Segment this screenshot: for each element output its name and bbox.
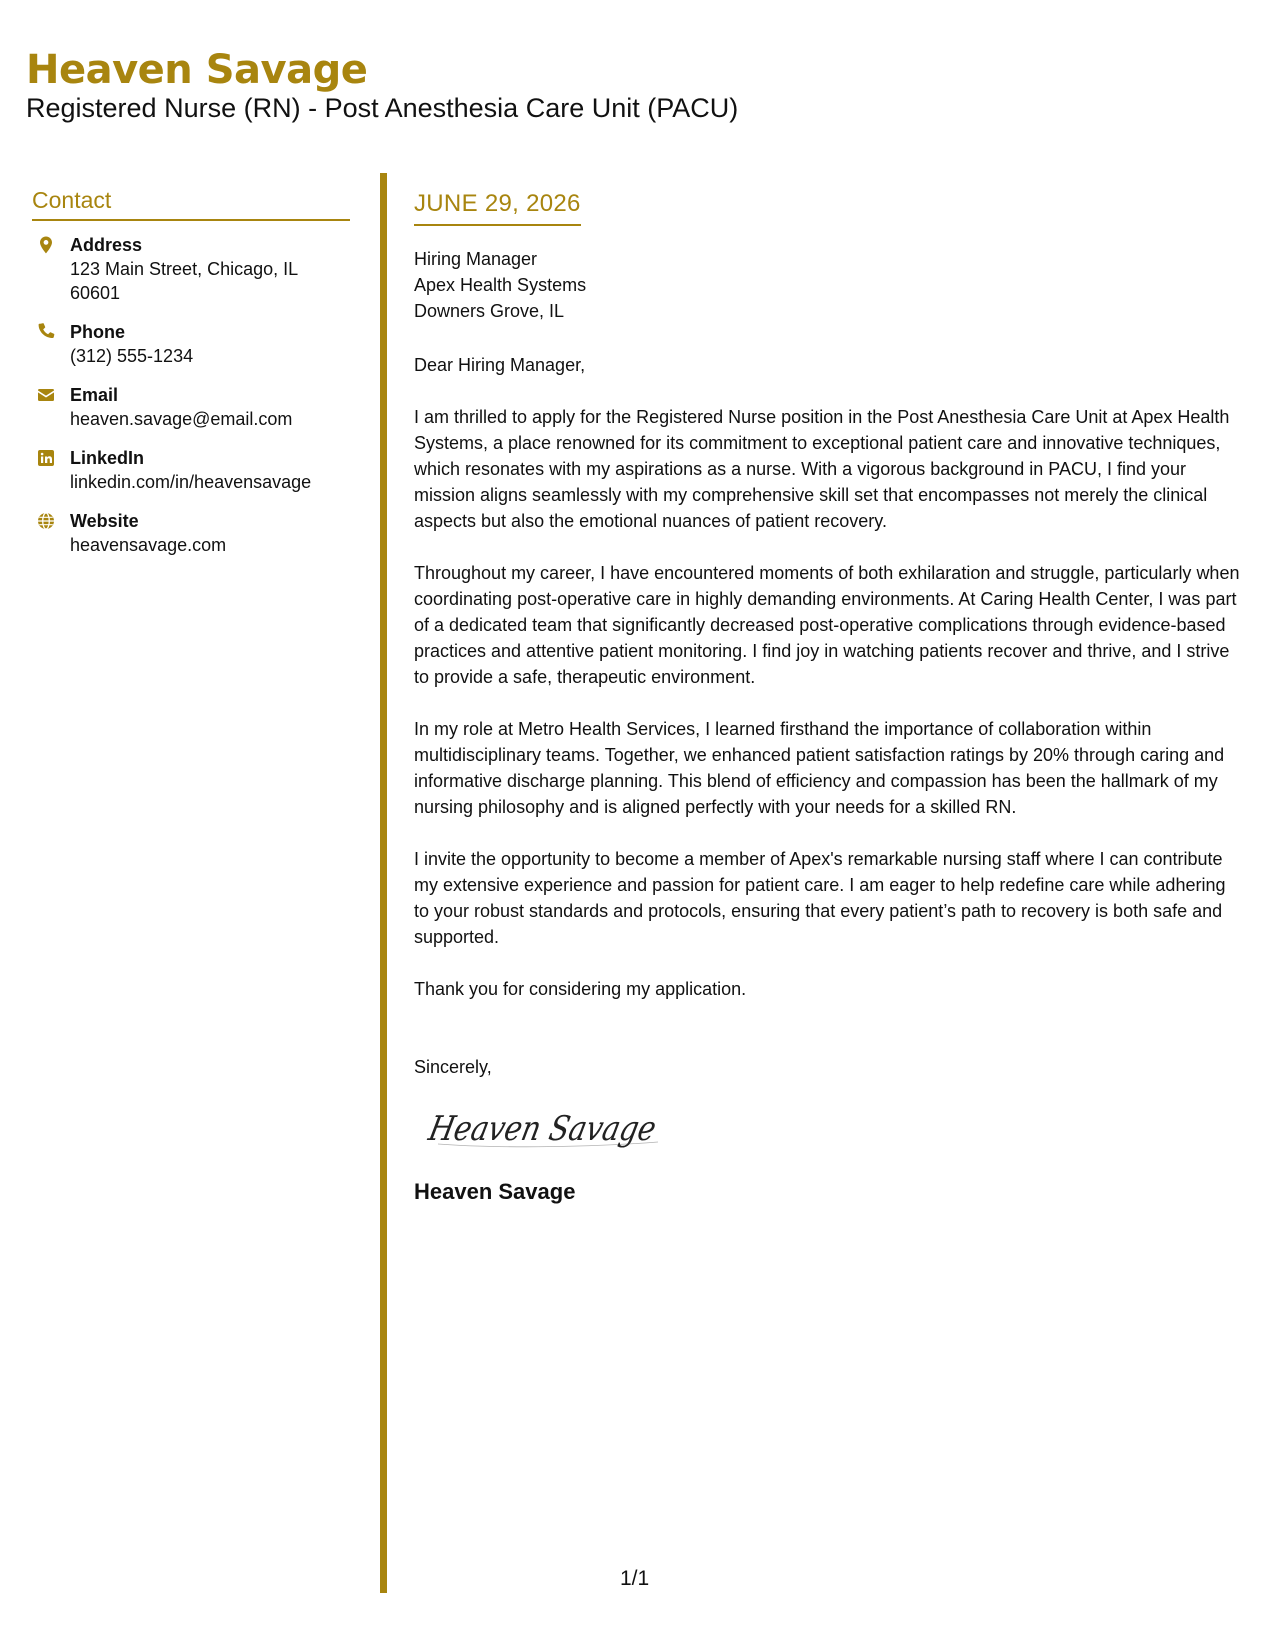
phone-icon xyxy=(36,322,56,342)
letter-date: JUNE 29, 2026 xyxy=(414,190,581,226)
contact-address xyxy=(32,233,350,305)
contact-sidebar xyxy=(32,187,350,572)
signed-name: Heaven Savage xyxy=(414,1179,576,1204)
job-title: Registered Nurse (RN) - Post Anesthesia Care Unit (PACU) xyxy=(26,93,739,123)
contact-label: Website xyxy=(70,511,139,531)
contact-heading: Contact xyxy=(32,187,350,221)
contact-value: heavensavage.com xyxy=(70,535,227,555)
envelope-icon xyxy=(36,385,56,405)
contact-label: Phone xyxy=(70,322,126,342)
recipient-line: Apex Health Systems xyxy=(414,275,587,295)
letter-paragraph: I invite the opportunity to become a member of Apex's remarkable nursing staff where I can contribute my extensive experience and passion for patient care. I am eager to help redefine care while adhering to your robust standards and protocols, ensuring that every patient’s path to recovery is both safe and supported. xyxy=(414,849,1226,947)
vertical-divider xyxy=(380,173,387,1593)
salutation: Dear Hiring Manager, xyxy=(414,355,586,375)
letter-paragraph: Throughout my career, I have encountered moments of both exhilaration and struggle, particularly when coordinating post-operative care in highly demanding environments. At Caring Health Center, I was part of a dedicated team that significantly decreased post-operative complications through evidence-based practices and attentive patient monitoring. I find joy in watching patients recover and thrive, and I strive to provide a safe, therapeutic environment. xyxy=(414,563,1240,687)
contact-linkedin xyxy=(32,446,350,494)
contact-label: Address xyxy=(70,235,143,255)
letter-paragraph: In my role at Metro Health Services, I learned firsthand the importance of collaboration within multidisciplinary teams. Together, we enhanced patient satisfaction ratings by 20% through caring and informative discharge planning. This blend of efficiency and compassion has been the hallmark of my nursing philosophy and is aligned perfectly with your needs for a skilled RN. xyxy=(414,719,1225,817)
svg-text:Heaven Savage: Heaven Savage xyxy=(425,1109,701,1149)
recipient-line: Hiring Manager xyxy=(414,249,538,269)
contact-website xyxy=(32,509,350,557)
closing: Sincerely, xyxy=(414,1057,492,1077)
contact-label: LinkedIn xyxy=(70,448,145,468)
handwritten-signature xyxy=(425,1098,701,1158)
letter-paragraph: I am thrilled to apply for the Registered Nurse position in the Post Anesthesia Care Unit at Apex Health Systems, a place renowned for its commitment to exceptional patient care and innovative techniques, which resonates with my aspirations as a nurse. With a vigorous background in PACU, I find your mission aligns seamlessly with my comprehensive skill set that encompasses not merely the clinical aspects but also the emotional nuances of patient recovery. xyxy=(414,407,1230,531)
linkedin-icon xyxy=(36,448,56,468)
recipient-block xyxy=(414,246,1244,324)
location-pin-icon xyxy=(36,235,56,255)
letter-header xyxy=(26,46,738,124)
page-number: 1/1 xyxy=(620,1567,650,1590)
contact-email xyxy=(32,383,350,431)
globe-icon xyxy=(36,511,56,531)
contact-phone xyxy=(32,320,350,368)
contact-value: heaven.savage@email.com xyxy=(70,409,293,429)
letter-paragraph: Thank you for considering my application. xyxy=(414,979,747,999)
letter-body xyxy=(414,190,1244,1205)
applicant-name: Heaven Savage xyxy=(26,47,368,93)
contact-value: (312) 555-1234 xyxy=(70,346,194,366)
recipient-line: Downers Grove, IL xyxy=(414,301,565,321)
contact-value: 123 Main Street, Chicago, IL 60601 xyxy=(70,259,298,303)
contact-label: Email xyxy=(70,385,119,405)
contact-value: linkedin.com/in/heavensavage xyxy=(70,472,312,492)
